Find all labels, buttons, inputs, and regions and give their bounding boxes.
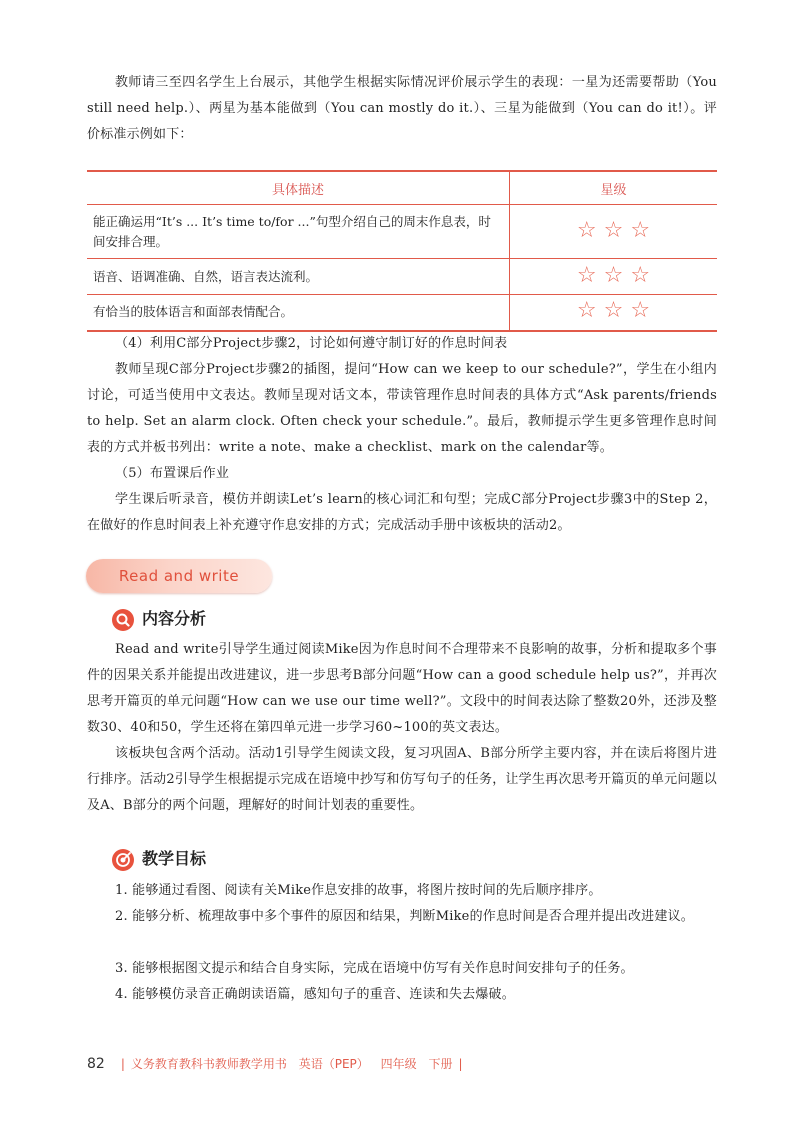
table-row	[87, 205, 717, 259]
star-icons: ☆ ☆ ☆	[576, 262, 651, 288]
table-cell-description: 语音、语调准确、自然，语言表达流利。	[87, 259, 510, 295]
teaching-goals-heading	[112, 846, 206, 872]
footer-book-title: 义务教育教科书教师教学用书	[130, 1057, 287, 1071]
target-icon	[112, 849, 134, 871]
footer-volume: 下册	[428, 1057, 453, 1071]
intro-paragraph: 教师请三至四名学生上台展示，其他学生根据实际情况评价展示学生的表现：一星为还需要帮助（You still need help.）、两星为基本能做到（You can mostly do it.）、三星为能做到（You can do it!）。评价标准示例如下：	[87, 75, 717, 142]
teaching-goals-title: 教学目标	[142, 849, 207, 868]
analysis-paragraph-2: 该板块包含两个活动。活动1引导学生阅读文段，复习巩固A、B部分所学主要内容，并在读后将图片进行排序。活动2引导学生根据提示完成在语境中抄写和仿写句子的任务，让学生再次思考开篇页的单元问题以及A、B部分的两个问题，理解好的时间计划表的重要性。	[87, 746, 717, 813]
magnifier-icon	[112, 609, 134, 631]
star-icons: ☆ ☆ ☆	[576, 217, 651, 243]
footer-grade: 四年级	[380, 1057, 417, 1071]
step4-title: （4）利用C部分Project步骤2，讨论如何遵守制订好的作息时间表	[115, 336, 508, 351]
content-analysis-title: 内容分析	[142, 609, 207, 628]
goal-item-4: 4. 能够模仿录音正确朗读语篇，感知句子的重音、连读和失去爆破。	[115, 987, 515, 1002]
star-rating	[510, 205, 718, 259]
table-row	[87, 259, 717, 295]
goal-item-1: 1. 能够通过看图、阅读有关Mike作息安排的故事，将图片按时间的先后顺序排序。	[115, 883, 602, 898]
star-icons: ☆ ☆ ☆	[576, 298, 651, 324]
star-rating	[510, 295, 718, 331]
table-cell-description: 能正确运用“It’s ... It’s time to/for ...”句型介绍自己的周末作息表，时间安排合理。	[87, 205, 510, 259]
step4-body: 教师呈现C部分Project步骤2的插图，提问“How can we keep to our schedule?”，学生在小组内讨论，可适当使用中文表达。教师呈现对话文本，带读管理作息时间表的具体方式“Ask parents/friends to help. Set an alarm clock. Often check your schedule.”。最后，教师提示学生更多管理作息时间表的方式并板书列出：write a note、make a checklist、mark on the calendar等。	[87, 362, 717, 455]
goal-item-3: 3. 能够根据图文提示和结合自身实际，完成在语境中仿写有关作息时间安排句子的任务。	[115, 961, 634, 976]
section-label-read-and-write: Read and write	[86, 559, 272, 593]
table-header-stars: 星级	[510, 171, 718, 205]
evaluation-table	[87, 170, 717, 332]
table-row	[87, 295, 717, 331]
table-cell-description: 有恰当的肢体语言和面部表情配合。	[87, 295, 510, 331]
content-analysis-heading	[112, 606, 206, 632]
goal-item-2: 2. 能够分析、梳理故事中多个事件的原因和结果，判断Mike的作息时间是否合理并提出改进建议。	[115, 909, 694, 924]
table-header-description: 具体描述	[87, 171, 510, 205]
analysis-paragraph-1: Read and write引导学生通过阅读Mike因为作息时间不合理带来不良影响的故事，分析和提取多个事件的因果关系并能提出改进建议，进一步思考B部分问题“How can a good schedule help us?”，并再次思考开篇页的单元问题“How can we use our time well?”。文段中的时间表达除了整数20外，还涉及整数30、40和50，学生还将在第四单元进一步学习60~100的英文表达。	[87, 642, 717, 735]
page-number: 82	[87, 1056, 105, 1072]
footer-subject: 英语（PEP）	[298, 1057, 369, 1071]
page-footer: 82 | 义务教育教科书教师教学用书 英语（PEP） 四年级 下册 |	[87, 1056, 463, 1072]
step5-body: 学生课后听录音，模仿并朗读Let’s learn的核心词汇和句型；完成C部分Project步骤3中的Step 2，在做好的作息时间表上补充遵守作息安排的方式；完成活动手册中该板块的活动2。	[87, 492, 717, 533]
step5-title: （5）布置课后作业	[115, 466, 230, 481]
star-rating	[510, 259, 718, 295]
